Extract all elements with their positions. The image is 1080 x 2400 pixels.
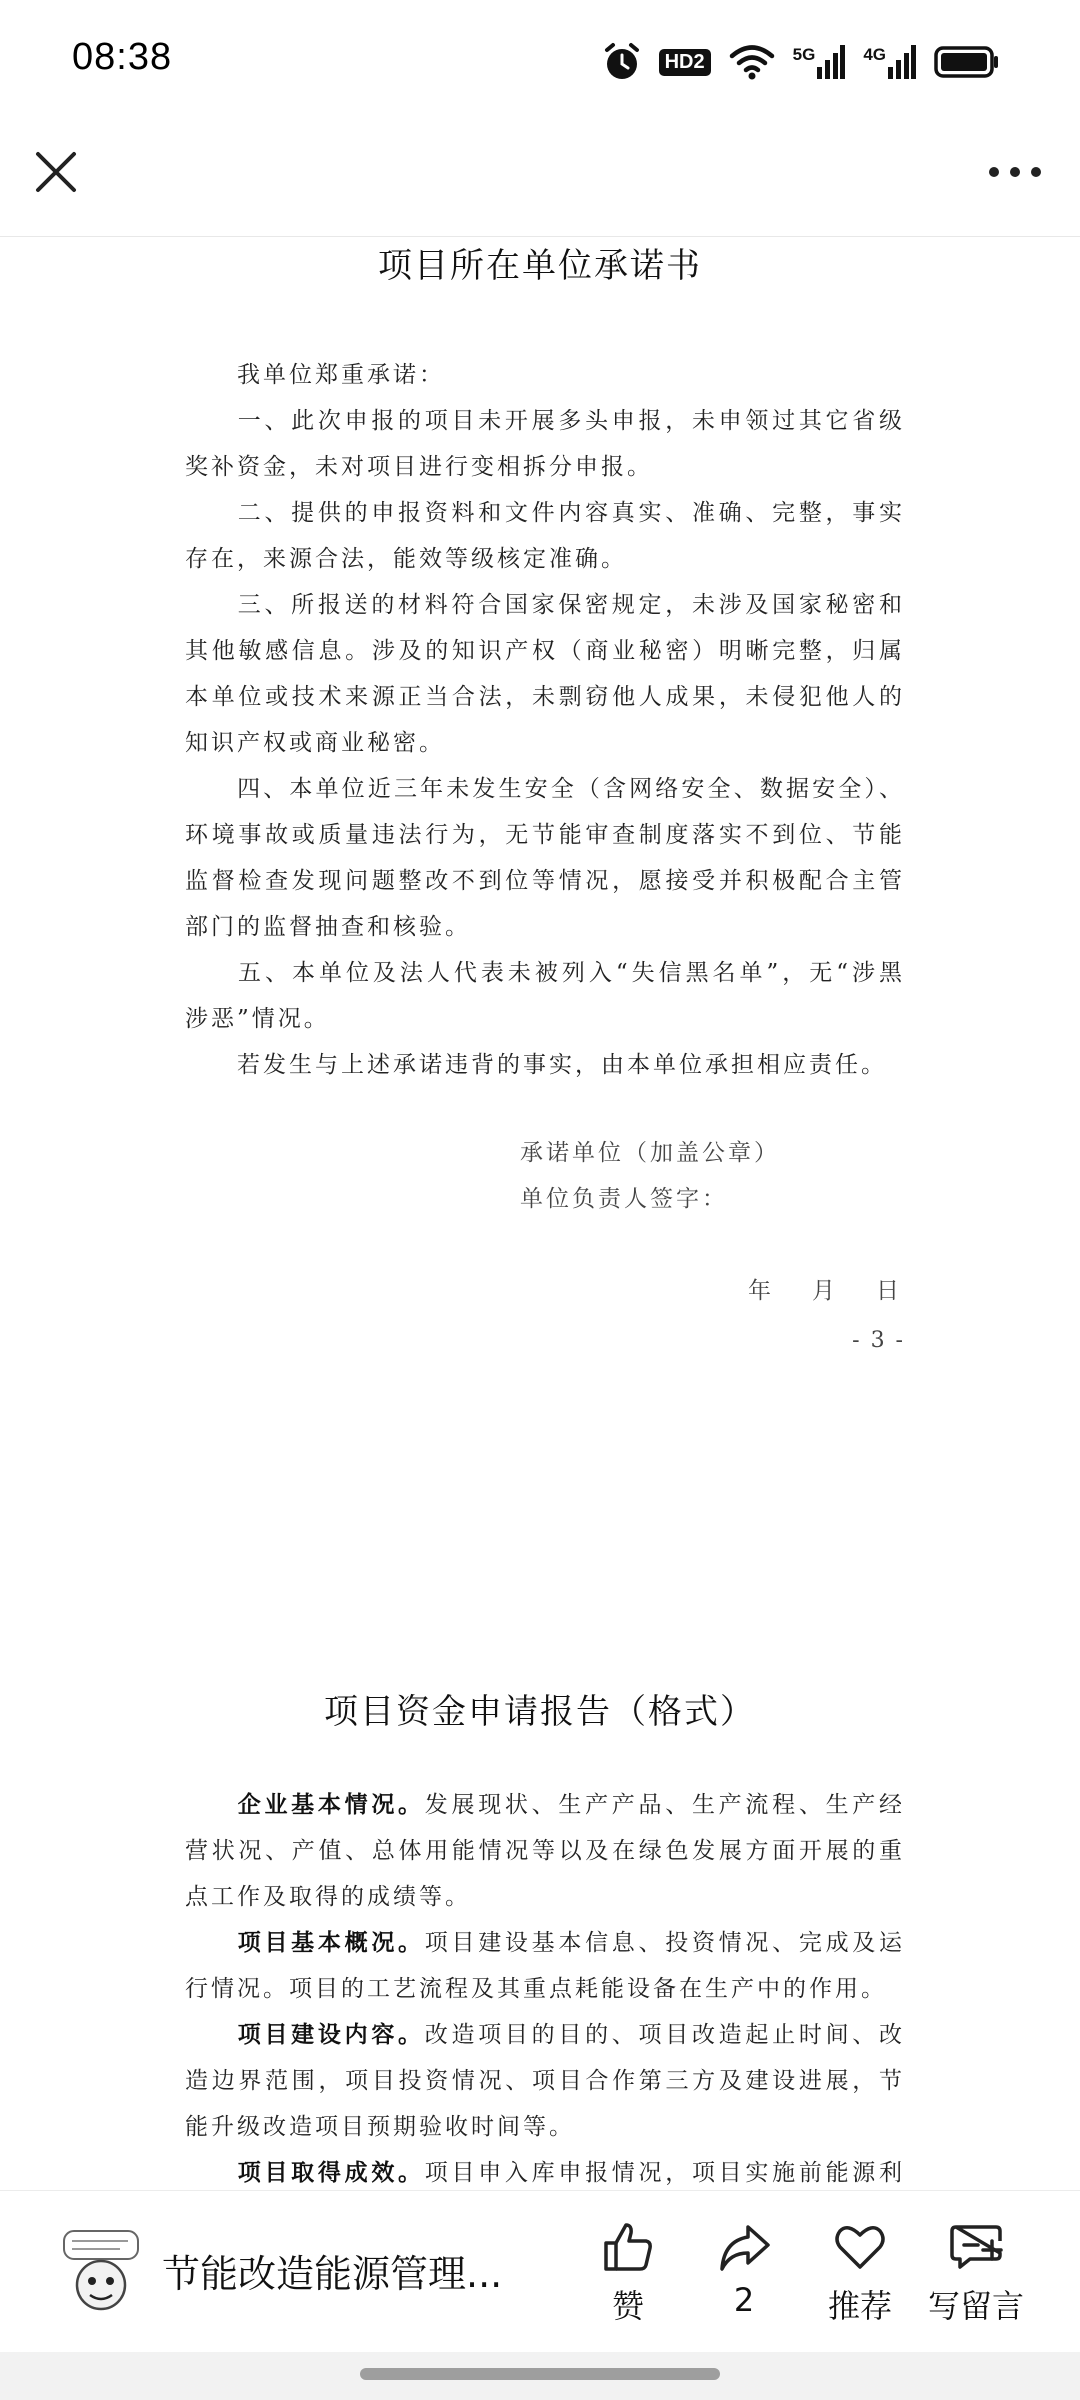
- comment-button[interactable]: [916, 2219, 1036, 2327]
- date-line: 年 月 日: [748, 1278, 902, 1304]
- battery-icon: [934, 46, 1000, 78]
- close-icon: [30, 146, 90, 206]
- doc-title-funding: 项目资金申请报告（格式）: [324, 1692, 756, 1732]
- commitment-item: 四、本单位近三年未发生安全（含网络安全、数据安全）、环境事故或质量违法行为，无节能审查制度落实不到位、节能监督检查发现问题整改不到位等情况，愿接受并积极配合主管部门的监督抽查和核验。: [185, 776, 905, 940]
- funding-body: [185, 1782, 905, 2242]
- avatar-icon: [62, 2227, 140, 2315]
- status-time: 08:38: [72, 36, 173, 78]
- more-icon: [980, 146, 1050, 206]
- like-button[interactable]: [568, 2219, 688, 2327]
- comment-label: 写留言: [927, 2287, 1024, 2325]
- status-icons: [603, 40, 1000, 84]
- thumbs-up-icon: [600, 2219, 656, 2275]
- recommend-button[interactable]: [800, 2219, 920, 2327]
- signer-person: 单位负责人签字：: [520, 1186, 728, 1212]
- alarm-icon: [603, 42, 641, 82]
- signal-bars-icon: [888, 45, 916, 79]
- article-title[interactable]: 节能改造能源管理...: [162, 2252, 503, 2296]
- home-indicator[interactable]: [360, 2368, 720, 2380]
- gesture-bar-area: [0, 2352, 1080, 2400]
- document-view[interactable]: [0, 236, 1080, 2190]
- funding-section: 项目取得成效。项目申入库申报情况，项目实施前能源利: [237, 2159, 906, 2186]
- funding-section: 项目基本概况。项目建设基本信息、投资情况、完成及运行情况。项目的工艺流程及其重点耗能设备在生产中的作用。: [185, 1929, 906, 2002]
- more-options-button[interactable]: [980, 146, 1050, 206]
- signal-4g: 4G: [863, 45, 916, 79]
- commitment-item: 一、此次申报的项目未开展多头申报，未申领过其它省级奖补资金，未对项目进行变相拆分申报。: [185, 408, 905, 480]
- commitment-item: 五、本单位及法人代表未被列入“失信黑名单”，无“涉黑涉恶”情况。: [185, 960, 905, 1032]
- doc-title-commitment: 项目所在单位承诺书: [378, 246, 702, 286]
- nav-bar: [0, 120, 1080, 237]
- commitment-body: [185, 352, 905, 1088]
- commitment-closing: 若发生与上述承诺违背的事实，由本单位承担相应责任。: [237, 1052, 887, 1078]
- funding-section: 项目建设内容。改造项目的目的、项目改造起止时间、改造边界范围，项目投资情况、项目合作第三方及建设进展，节能升级改造项目预期验收时间等。: [185, 2021, 906, 2140]
- recommend-label: 推荐: [827, 2287, 892, 2325]
- page-number: - 3 -: [852, 1328, 905, 1353]
- signal-bars-icon: [817, 45, 845, 79]
- commitment-item: 二、提供的申报资料和文件内容真实、准确、完整，事实存在，来源合法，能效等级核定准确。: [185, 500, 905, 572]
- signer-unit: 承诺单位（加盖公章）: [520, 1140, 780, 1166]
- wifi-icon: [729, 43, 775, 81]
- commitment-intro: 我单位郑重承诺：: [237, 362, 445, 388]
- status-bar: [0, 0, 1080, 120]
- funding-section: 企业基本情况。发展现状、生产产品、生产流程、生产经营状况、产值、总体用能情况等以及在绿色发展方面开展的重点工作及取得的成绩等。: [185, 1791, 906, 1910]
- commitment-item: 三、所报送的材料符合国家保密规定，未涉及国家秘密和其他敏感信息。涉及的知识产权（商业秘密）明晰完整，归属本单位或技术来源正当合法，未剽窃他人成果，未侵犯他人的知识产权或商业秘密。: [185, 592, 905, 756]
- bottom-bar: [0, 2190, 1080, 2353]
- like-label: 赞: [611, 2287, 644, 2325]
- hd-badge: HD2: [659, 49, 711, 76]
- share-button[interactable]: [684, 2219, 804, 2319]
- comment-icon: [948, 2219, 1004, 2275]
- share-count: 2: [733, 2281, 755, 2319]
- account-avatar[interactable]: [62, 2227, 140, 2315]
- share-icon: [716, 2219, 772, 2275]
- close-button[interactable]: [30, 146, 90, 206]
- heart-icon: [832, 2219, 888, 2275]
- signal-5g: 5G: [793, 45, 846, 79]
